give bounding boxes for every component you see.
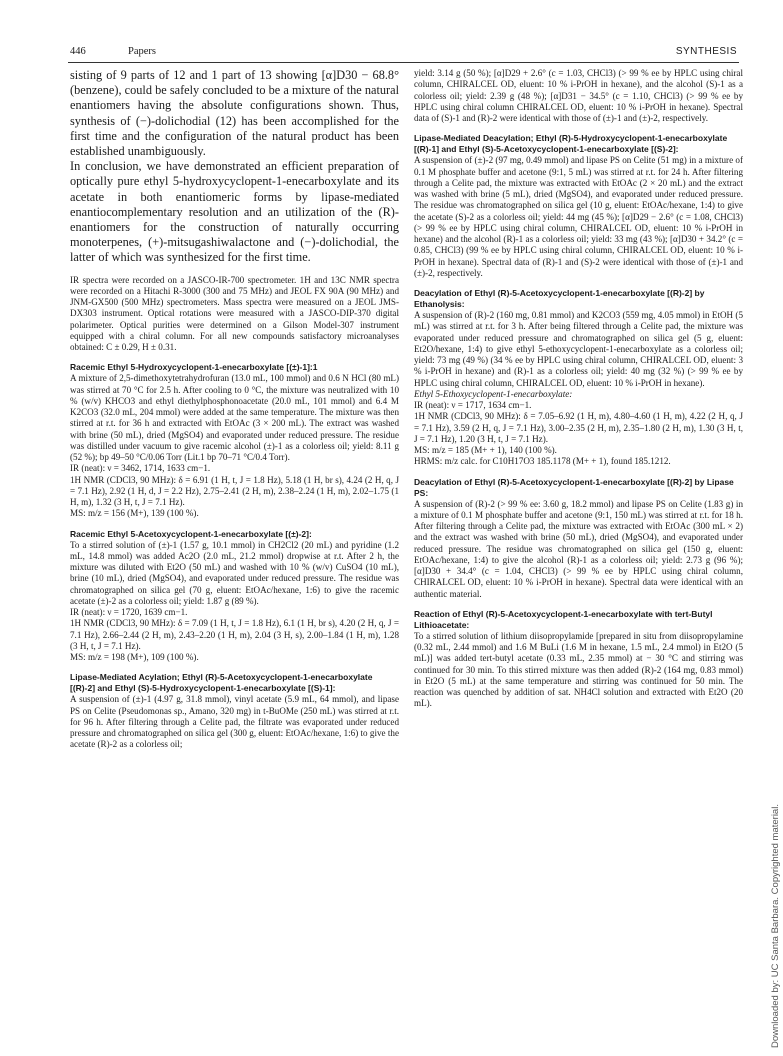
right-column bbox=[414, 68, 743, 1043]
ir-data: IR (neat): ν = 1720, 1639 cm−1. bbox=[70, 607, 188, 618]
hrms-data: HRMS: m/z calc. for C10H17O3 185.1178 (M+ + 1), found 185.1212. bbox=[414, 456, 671, 467]
nmr-data: 1H NMR (CDCl3, 90 MHz): δ = 7.05–6.92 (1 H, m), 4.80–4.60 (1 H, m), 4.22 (2 H, q, J = 7.1 Hz), 3.59 (2 H, q, J = 7.1 Hz), 3.00–2.35 (2 H, m), 2.35–1.80 (2 H, m), 1.30 (3 H, t, J = 7.1 Hz), 1.20 (3 H, t, J = 7.1 Hz). bbox=[414, 411, 743, 444]
section-label: Papers bbox=[128, 46, 156, 57]
procedure-body-racemic-alcohol: A mixture of 2,5-dimethoxytetrahydrofuran (13.0 mL, 100 mmol) and 0.6 N HCl (80 mL) was stirred at 70 °C for 2.5 h. After cooling to 0 °C, the mixture was neutralized with 10 % (w/v) KHCO3 and ethyl diethylphosphonoacetate (20.0 mL, 101 mmol) and 6.4 M K2CO3 (32.0 mL, 204 mmol) were added at the same temperature. The mixture was then stirred at r.t. for 36 h and extracted with EtOAc (3 × 200 mL). The extract was washed with brine (50 mL), dried (MgSO4) and evaporated under reduced pressure. The residue was distilled under vacuum to give racemic alcohol (±)-1 as a colorless oil; yield: 8.11 g (52 %); bp 49–50 °C/0.06 Torr (Lit.1 bp 70–71 °C/0.4 Torr). bbox=[70, 373, 399, 463]
ms-data: MS: m/z = 156 (M+), 139 (100 %). bbox=[70, 508, 199, 519]
nmr-data: 1H NMR (CDCl3, 90 MHz): δ = 7.09 (1 H, t, J = 1.8 Hz), 6.1 (1 H, br s), 4.20 (2 H, q, J = 7.1 Hz), 2.66–2.44 (2 H, m), 2.43–2.20 (1 H, m), 2.04 (3 H, s), 2.00–1.84 (1 H, m), 1.28 (3 H, t, J = 7.1 Hz). bbox=[70, 618, 399, 651]
procedure-heading-racemic-acetate: Racemic Ethyl 5-Acetoxycyclopent-1-enecarboxylate [(±)-2]: bbox=[70, 528, 312, 539]
intro-paragraph-1: sisting of 9 parts of 12 and 1 part of 13 showing [α]D30 − 68.8° (benzene), could be safely concluded to be a mixture of the natural enantiomers having the absolute configurations shown. Thus, synthesis of (−)-dolichodial (12) has been accomplished for the first time and the configuration of the natural product has been established unambiguously. bbox=[70, 68, 399, 159]
header-rule bbox=[68, 62, 739, 63]
procedure-body-racemic-acetate: To a stirred solution of (±)-1 (1.57 g, 10.1 mmol) in CH2Cl2 (20 mL) and pyridine (1.2 mL, 14.8 mmol) was added Ac2O (2.0 mL, 21.2 mmol) dropwise at r.t. After 2 h, the mixture was diluted with Et2O (50 mL) and washed with 10 % (w/v) CuSO4 (10 mL), brine (10 mL), dried (MgSO4), and evaporated under reduced pressure. The residue was chromatographed on silica gel (70 g, eluent: EtOAc/hexane, 1:6) to give the racemic acetate (±)-2 as a colorless oil; yield: 1.87 g (89 %). bbox=[70, 539, 399, 606]
left-column bbox=[70, 68, 399, 1043]
download-watermark bbox=[770, 390, 780, 1050]
procedure-body-ethanolysis: A suspension of (R)-2 (160 mg, 0.81 mmol) and K2CO3 (559 mg, 4.05 mmol) in EtOH (5 mL) was stirred at r.t. for 3 h. After being filtered through a Celite pad, the mixture was evaporated under reduced pressure and chromatographed on silica gel (5 g, eluent: Et2O/hexane, 1:4) to give ethyl 5-ethoxycyclopent-1-enecarboxylate as a colorless oil; yield: 73 mg (49 %) (34 % ee by HPLC using chiral column, CHIRALCEL OD, eluent: 3 % i-PrOH in hexane) and (R)-1 as a colorless oil; yield: 40 mg (32 %) (> 99 % ee by HPLC using chiral column, CHIRALCEL OD, eluent: 10 % i-PrOH in hexane). bbox=[414, 310, 743, 388]
procedure-heading-lithioacetate: Reaction of Ethyl (R)-5-Acetoxycyclopent-1-enecarboxylate with tert-Butyl Lithioacetate: bbox=[414, 608, 713, 630]
procedure-body-lipase-ps: A suspension of (R)-2 (> 99 % ee: 3.60 g, 18.2 mmol) and lipase PS on Celite (1.83 g) in a mixture of 0.1 M phosphate buffer and acetone (9:1, 150 mL) was stirred at r.t. for 18 h. After filtering through a Celite pad, the mixture was extracted with EtOAc (300 mL × 2) and the extract was washed with brine (50 mL), dried (MgSO4), and evaporated under reduced pressure. The residue was chromatographed on silica gel (150 g, eluent: EtOAc/hexane, 1:4) to give the alcohol (R)-1 as a colorless oil; yield: 2.73 g (96 %); [α]D30 + 34.4° (c = 1.04, CHCl3) (> 99 % ee by HPLC using chiral column, CHIRALCEL OD, eluent: 10 % i-PrOH in hexane). Spectral data were identical with an authentic material. bbox=[414, 498, 743, 599]
page-number: 446 bbox=[70, 46, 86, 57]
intro-paragraph-2: In conclusion, we have demonstrated an efficient preparation of optically pure ethyl 5-hydroxycyclopent-1-enecarboxylate and its acetate in both enantiomeric forms by lipase-mediated enantiocomplementary resolution and an utilization of the (R)-enantiomers for the construction of naturally occurring monoterpenes, (+)-mitsugashiwalactone and (−)-dolichodial, the latter of which was synthesized for the first time. bbox=[70, 159, 399, 265]
procedure-heading-racemic-alcohol: Racemic Ethyl 5-Hydroxycyclopent-1-enecarboxylate [(±)-1]:1 bbox=[70, 362, 318, 373]
continued-paragraph: yield: 3.14 g (50 %); [α]D29 + 2.6° (c = 1.03, CHCl3) (> 99 % ee by HPLC using chiral column, CHIRALCEL OD, eluent: 10 % i-PrOH in hexane), and the alcohol (S)-1 as a colorless oil; yield: 2.39 g (48 %); [α]D31 − 34.5° (c = 1.10, CHCl3) (> 99 % ee by HPLC using chiral column CHIRALCEL OD, eluent: 10 % i-PrOH in hexane). Spectral data of (S)-1 and (R)-2 were identical with those of (±)-1 and (±)-2, respectively. bbox=[414, 68, 743, 123]
ir-data: IR (neat): ν = 3462, 1714, 1633 cm−1. bbox=[70, 463, 211, 474]
procedure-body-lipase-deacylation: A suspension of (±)-2 (97 mg, 0.49 mmol) and lipase PS on Celite (51 mg) in a mixture of 0.1 M phosphate buffer and acetone (9:1, 5 mL) was stirred at r.t. for 24 h. After filtering through a Celite pad, the mixture was extracted with EtOAc (2 × 20 mL) and the extract was washed with brine (5 mL), dried (MgSO4), and evaporated under reduced pressure. The residue was chromatographed on silica gel (10 g, eluent: EtOAc/hexane, 1:4) to give the acetate (S)-2 as a colorless oil; yield: 44 mg (45 %); [α]D29 − 2.6° (c = 1.08, CHCl3) (> 99 % ee by HPLC using chiral column, CHIRALCEL OD, eluent: 10 % i-PrOH in hexane) and the alcohol (R)-1 as a colorless oil; yield: 33 mg (43 %); [α]D30 + 34.2° (c = 0.85, CHCl3) (99 % ee by HPLC using chiral column, CHIRALCEL OD, eluent: 10 % i-PrOH in hexane). Spectral data of (R)-1 and (S)-2 were identical with those of (±)-1 and (±)-2, respectively. bbox=[414, 155, 743, 278]
procedure-body-lipase-acylation: A suspension of (±)-1 (4.97 g, 31.8 mmol), vinyl acetate (5.9 mL, 64 mmol), and lipase PS on Celite (Pseudomonas sp., Amano, 320 mg) in t-BuOMe (250 mL) was stirred at r.t. for 96 h. After filtering through a Celite pad, the filtrate was evaporated under reduced pressure and chromatographed on silica gel (300 g, eluent: EtOAc/hexane, 1:6) to give the acetate (R)-2 as a colorless oil; bbox=[70, 694, 399, 750]
compound-subheading: Ethyl 5-Ethoxycyclopent-1-enecarboxylate: bbox=[414, 388, 573, 399]
download-notice: Downloaded by: UC Santa Barbara. Copyrighted material. bbox=[770, 804, 781, 1048]
nmr-data: 1H NMR (CDCl3, 90 MHz): δ = 6.91 (1 H, t, J = 1.8 Hz), 5.18 (1 H, br s), 4.24 (2 H, q, J = 7.1 Hz), 2.92 (1 H, d, J = 2.2 Hz), 2.75–2.41 (2 H, m), 2.38–2.24 (1 H, m), 2.02–1.75 (1 H, m), 1.32 (3 H, t, J = 7.1 Hz). bbox=[70, 474, 399, 508]
procedure-heading-lipase-deacylation: Lipase-Mediated Deacylation; Ethyl (R)-5-Hydroxycyclopent-1-enecarboxylate [(R)-1] and Ethyl (S)-5-Acetoxycyclopent-1-enecarboxylate [(S)-2]: bbox=[414, 133, 728, 155]
procedure-heading-lipase-acylation: Lipase-Mediated Acylation; Ethyl (R)-5-Acetoxycyclopent-1-enecarboxylate [(R)-2] and Ethyl (S)-5-Hydroxycyclopent-1-enecarboxylate [(S)-1]: bbox=[70, 672, 373, 694]
ir-data: IR (neat): ν = 1717, 1634 cm−1. bbox=[414, 400, 532, 410]
journal-title: SYNTHESIS bbox=[675, 46, 737, 57]
procedure-heading-lipase-ps: Deacylation of Ethyl (R)-5-Acetoxycyclopent-1-enecarboxylate [(R)-2] by Lipase PS: bbox=[414, 476, 734, 498]
ms-data: MS: m/z = 185 (M+ + 1), 140 (100 %). bbox=[414, 445, 557, 455]
general-methods: IR spectra were recorded on a JASCO-IR-700 spectrometer. 1H and 13C NMR spectra were recorded on a Hitachi R-3000 (300 and 75 MHz) and JEOL FX 90A (90 MHz) and JNM-GX500 (500 MHz) spectrometers. Mass spectra were measured on a JEOL JMS-DX303 instrument. Optical rotations were measured with a JASCO-DIP-370 digital polarimeter. Optical purities were determined on a Gilson Model-307 instrument equipped with a chiral column. For all new compounds satisfactory microanalyses obtained: C ± 0.29, H ± 0.31. bbox=[70, 274, 399, 353]
procedure-body-lithioacetate: To a stirred solution of lithium diisopropylamide [prepared in situ from diisopropylamine (0.32 mL, 2.44 mmol) and 1.6 M BuLi (1.6 M in hexane, 1.5 mL, 2.4 mmol) in Et2O (5 mL)] was added tert-butyl acetate (0.33 mL, 2.35 mmol) at − 30 °C and stirring was continued for 30 min. To this stirred mixture was then added (R)-2 (164 mg, 0.83 mmol) in Et2O (5 mL) at the same temperature and stirring was continued for 50 min. The reaction was quenched by addition of sat. NH4Cl solution and extracted with Et2O (20 mL). bbox=[414, 630, 743, 709]
ms-data: MS: m/z = 198 (M+), 109 (100 %). bbox=[70, 652, 199, 663]
procedure-heading-ethanolysis: Deacylation of Ethyl (R)-5-Acetoxycyclopent-1-enecarboxylate [(R)-2] by Ethanolysis: bbox=[414, 288, 705, 309]
